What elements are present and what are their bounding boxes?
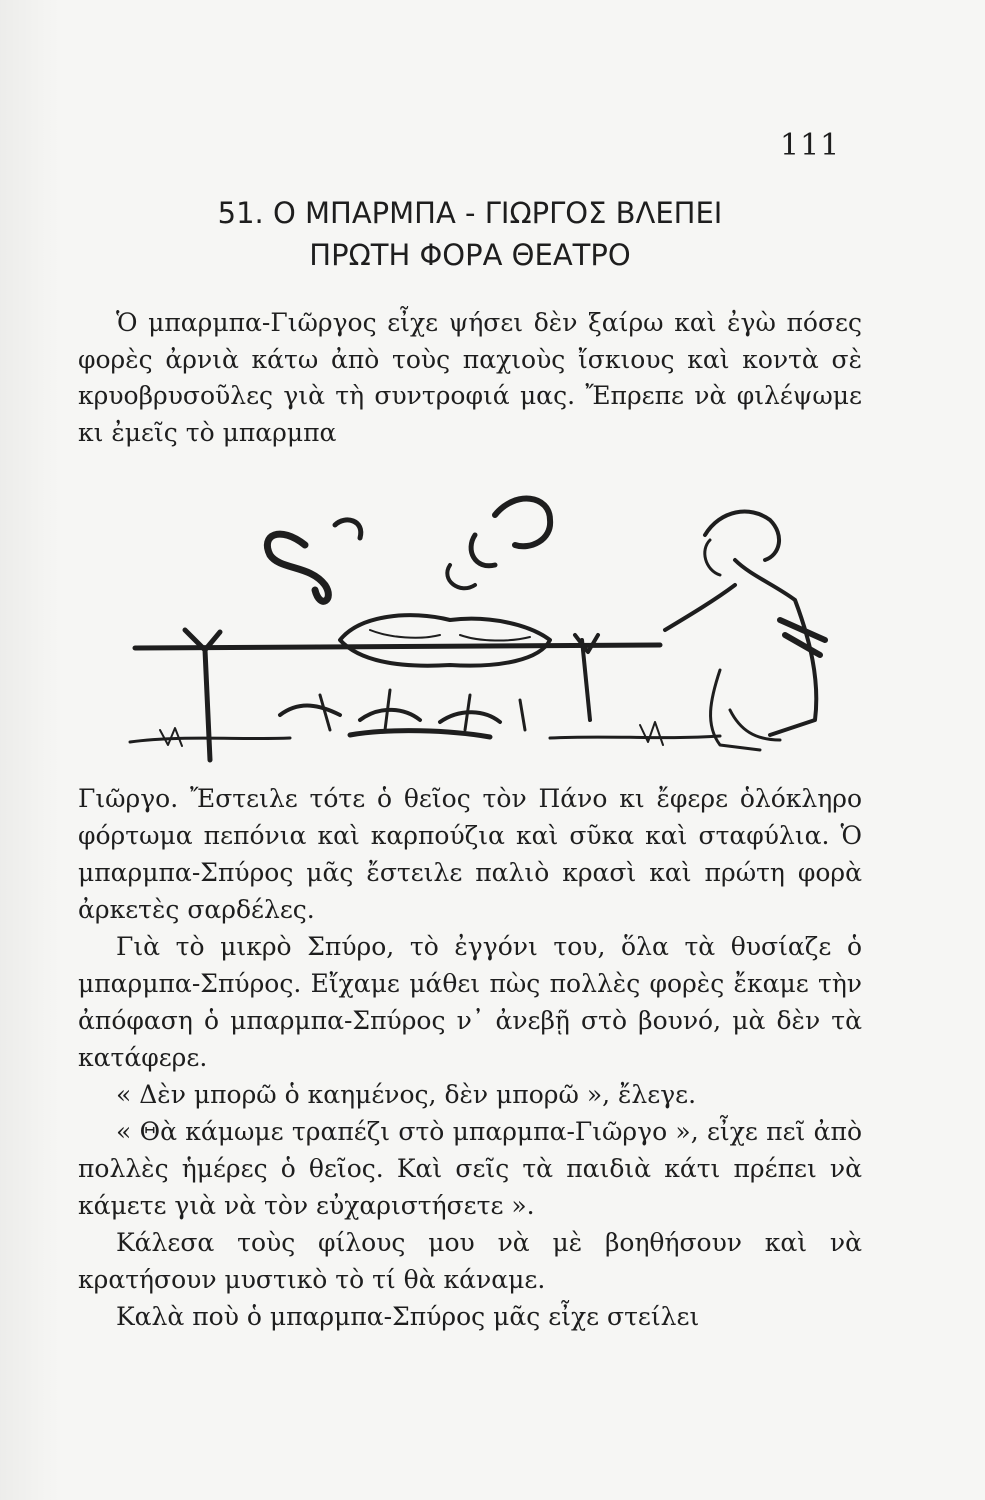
body-paragraph-6: Καλὰ ποὺ ὁ μπαρμπα-Σπύρος μᾶς εἶχε στείλει	[116, 1302, 700, 1331]
chapter-title-line-1: 51. Ο ΜΠΑΡΜΠΑ - ΓΙΩΡΓΟΣ ΒΛΕΠΕΙ	[217, 196, 723, 230]
intro-text	[78, 305, 862, 451]
body-paragraph-5: Κάλεσα τοὺς φίλους μου νὰ μὲ βοηθήσουν καὶ νὰ κρατήσουν μυστικὸ τὸ τί θὰ κάναμε.	[78, 1228, 862, 1294]
intro-paragraph: Ὁ μπαρμπα-Γιῶργος εἶχε ψήσει δὲν ξαίρω καὶ ἐγὼ πόσες φορὲς ἀρνιὰ κάτω ἀπὸ τοὺς παχιοὺς ἴσκιους καὶ κοντὰ σὲ κρυοβρυσοῦλες γιὰ τὴ συντροφιά μας. Ἔπρεπε νὰ φιλέψωμε κι ἐμεῖς τὸ μπαρμπα	[78, 308, 862, 447]
body-paragraph-2: Γιὰ τὸ μικρὸ Σπύρο, τὸ ἐγγόνι του, ὅλα τὰ θυσίαζε ὁ μπαρμπα-Σπύρος. Εἴχαμε μάθει πὼς πολλὲς φορὲς ἔκαμε τὴν ἀπόφαση ὁ μπαρμπα-Σπύρος ν᾿ ἀνεβῇ στὸ βουνό, μὰ δὲν τὰ κατάφερε.	[78, 932, 862, 1072]
body-paragraph-3: « Δὲν μπορῶ ὁ καημένος, δὲν μπορῶ », ἔλεγε.	[116, 1080, 697, 1109]
page-number: 111	[780, 128, 841, 163]
body-text	[78, 780, 862, 1335]
lamb-roasting-illustration	[120, 490, 860, 770]
body-paragraph-4: « Θὰ κάμωμε τραπέζι στὸ μπαρμπα-Γιῶργο », εἶχε πεῖ ἀπὸ πολλὲς ἡμέρες ὁ θεῖος. Καὶ σεῖς τὰ παιδιὰ κάτι πρέπει νὰ κάμετε γιὰ νὰ τὸν εὐχαριστήσετε ».	[78, 1117, 862, 1220]
chapter-title	[90, 192, 850, 276]
chapter-title-line-2: ΠΡΩΤΗ ΦΟΡΑ ΘΕΑΤΡΟ	[309, 238, 631, 272]
body-paragraph-1: Γιῶργο. Ἔστειλε τότε ὁ θεῖος τὸν Πάνο κι ἔφερε ὁλόκληρο φόρτωμα πεπόνια καὶ καρπούζια καὶ σῦκα καὶ σταφύλια. Ὁ μπαρμπα-Σπύρος μᾶς ἔστειλε παλιὸ κρασὶ καὶ πρώτη φορὰ ἀρκετὲς σαρδέλες.	[78, 784, 862, 924]
scan-edge-shade	[0, 0, 60, 1500]
